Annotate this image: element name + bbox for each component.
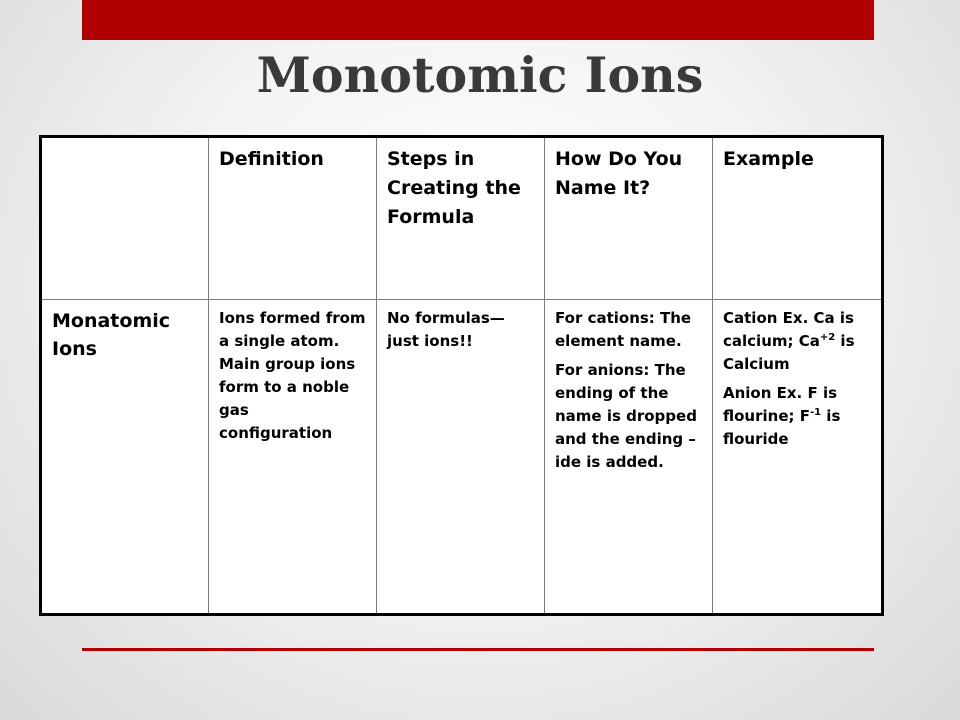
example-cation-post: is Calcium (723, 332, 855, 373)
row-label: Monatomic Ions (41, 300, 209, 615)
example-cation-text (723, 307, 871, 376)
top-accent-bar (82, 0, 874, 40)
table-header-row (41, 137, 883, 300)
table-row (41, 300, 883, 615)
header-cell-example: Example (713, 137, 883, 300)
example-anion-pre: Anion Ex. F is flourine; F (723, 384, 838, 425)
example-cell (713, 300, 883, 615)
example-cation-pre: Cation Ex. Ca is calcium; Ca (723, 309, 854, 350)
naming-anions-text: For anions: The ending of the name is dropped and the ending –ide is added. (555, 361, 697, 471)
header-cell-definition: Definition (209, 137, 377, 300)
definition-cell: Ions formed from a single atom. Main group ions form to a noble gas configuration (209, 300, 377, 615)
anion-charge: -1 (809, 407, 822, 418)
header-cell-naming: How Do You Name It? (545, 137, 713, 300)
example-anion-post: is flouride (723, 407, 841, 448)
naming-cations-text: For cations: The element name. (555, 309, 692, 350)
steps-cell: No formulas—just ions!! (377, 300, 545, 615)
slide-title: Monotomic Ions (256, 46, 704, 104)
naming-cell (545, 300, 713, 615)
header-cell-empty (41, 137, 209, 300)
ion-table (39, 135, 884, 616)
cation-charge: +2 (819, 332, 836, 343)
header-cell-steps: Steps in Creating the Formula (377, 137, 545, 300)
bottom-accent-line (82, 648, 874, 651)
example-anion-text (723, 382, 871, 451)
